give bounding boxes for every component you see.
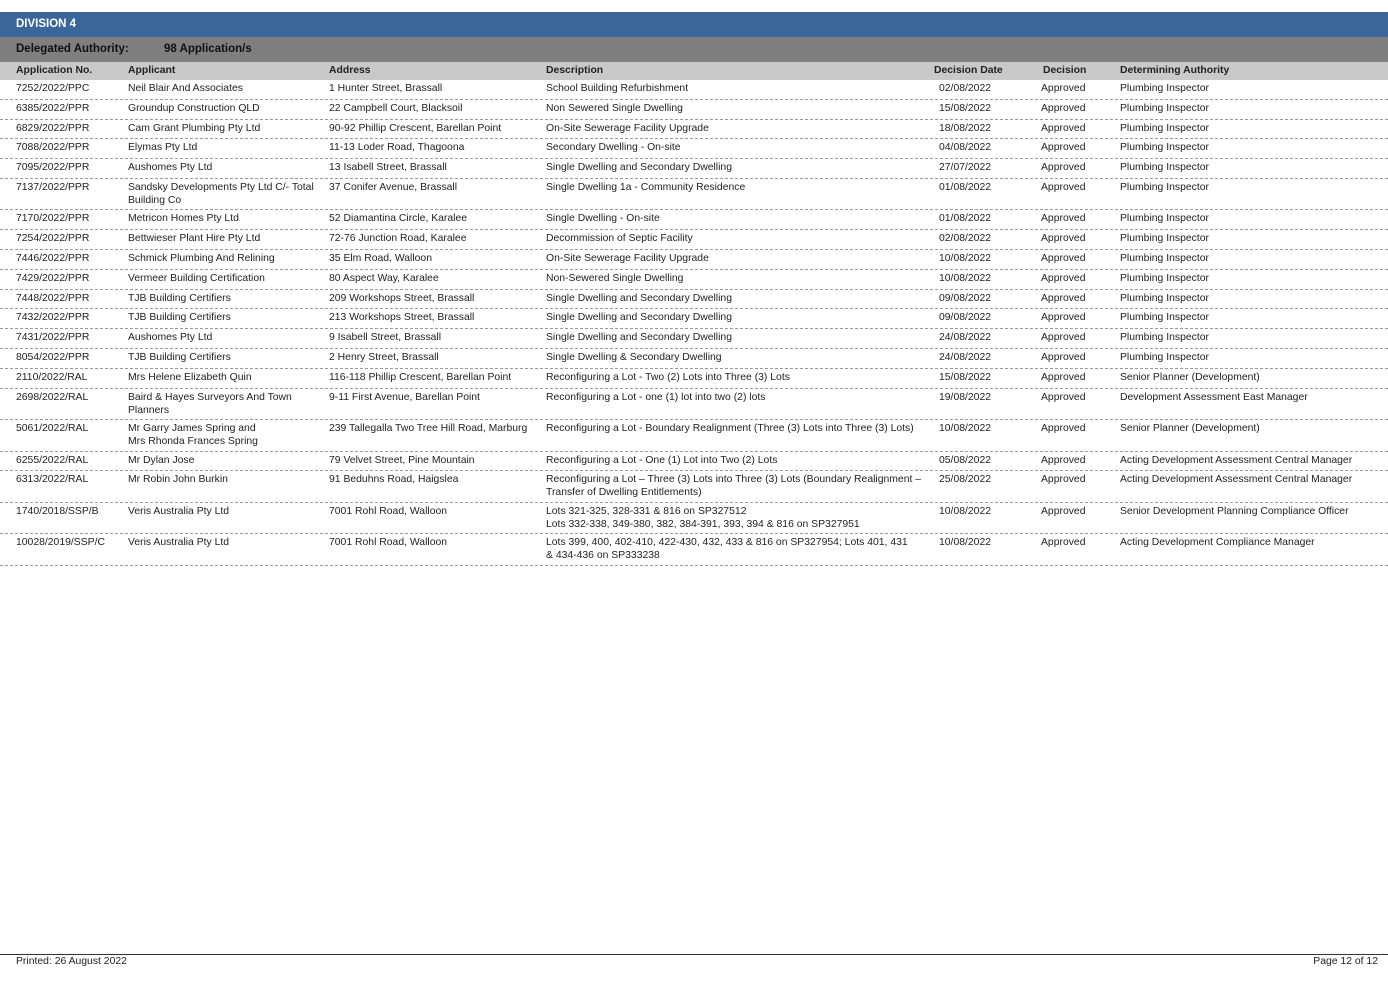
cell-decision: Approved [1041, 312, 1086, 324]
cell-address: 1 Hunter Street, Brassall [329, 83, 443, 94]
cell-decision: Approved [1041, 423, 1086, 435]
cell-determining-authority: Senior Planner (Development) [1120, 371, 1260, 383]
cell-determining-authority: Plumbing Inspector [1120, 332, 1209, 344]
cell-applicant: Elymas Pty Ltd [128, 142, 198, 154]
cell-decision-date: 01/08/2022 [939, 213, 992, 225]
cell-application-no: 7170/2022/PPR [16, 213, 90, 225]
cell-description: Single Dwelling & Secondary Dwelling [546, 352, 722, 364]
authority-count: 98 Application/s [164, 43, 252, 55]
cell-description: Reconfiguring a Lot – Three (3) Lots into Three (3) Lots (Boundary Realignment – Transfer of Dwelling Entitlements) [546, 474, 922, 499]
cell-application-no: 7446/2022/PPR [16, 253, 90, 265]
cell-applicant: Sandsky Developments Pty Ltd C/- Total Building Co [128, 181, 314, 206]
cell-decision-date: 09/08/2022 [939, 292, 992, 304]
cell-decision: Approved [1041, 371, 1086, 383]
cell-applicant: Vermeer Building Certification [128, 272, 265, 284]
cell-determining-authority: Plumbing Inspector [1120, 253, 1209, 265]
cell-determining-authority: Acting Development Assessment Central Manager [1120, 474, 1353, 486]
authority-label: Delegated Authority: [16, 43, 129, 55]
cell-address: 90-92 Phillip Crescent, Barellan Point [329, 122, 502, 134]
cell-description: Single Dwelling - On-site [546, 213, 660, 225]
cell-address: 22 Campbell Court, Blacksoil [329, 102, 463, 114]
cell-description: Lots 399, 400, 402-410, 422-430, 432, 433 & 816 on SP327954; Lots 401, 431 & 434-436 on SP333238 [546, 537, 908, 562]
cell-determining-authority: Plumbing Inspector [1120, 102, 1209, 114]
col-application-no: Application No. [16, 65, 93, 76]
cell-applicant: Veris Australia Pty Ltd [128, 505, 230, 517]
cell-application-no: 6313/2022/RAL [16, 474, 89, 486]
cell-decision: Approved [1041, 102, 1086, 114]
table-row [0, 210, 1388, 230]
cell-decision: Approved [1041, 122, 1086, 134]
table-row [0, 250, 1388, 270]
cell-decision-date: 02/08/2022 [939, 233, 992, 245]
col-decision-date: Decision Date [934, 65, 1003, 76]
cell-decision: Approved [1041, 253, 1086, 265]
table-row [0, 309, 1388, 329]
cell-application-no: 2110/2022/RAL [16, 371, 88, 383]
cell-decision-date: 19/08/2022 [939, 391, 992, 403]
table-row [0, 471, 1388, 503]
table-row [0, 139, 1388, 159]
cell-determining-authority: Development Assessment East Manager [1120, 391, 1308, 403]
cell-applicant: Aushomes Pty Ltd [128, 332, 213, 344]
cell-description: Non-Sewered Single Dwelling [546, 272, 684, 284]
col-determining-authority: Determining Authority [1120, 65, 1230, 76]
cell-application-no: 7137/2022/PPR [16, 181, 90, 193]
cell-applicant: TJB Building Certifiers [128, 352, 231, 364]
cell-decision: Approved [1041, 83, 1086, 94]
cell-address: 91 Beduhns Road, Haigslea [329, 474, 459, 486]
cell-determining-authority: Senior Planner (Development) [1120, 423, 1260, 435]
cell-description: Decommission of Septic Facility [546, 233, 693, 245]
col-applicant: Applicant [128, 65, 176, 76]
table-row [0, 80, 1388, 100]
cell-address: 7001 Rohl Road, Walloon [329, 505, 448, 517]
cell-applicant: Groundup Construction QLD [128, 102, 260, 114]
cell-description: Reconfiguring a Lot - Two (2) Lots into Three (3) Lots [546, 371, 790, 383]
cell-decision: Approved [1041, 181, 1086, 193]
cell-decision-date: 24/08/2022 [939, 352, 992, 364]
cell-application-no: 2698/2022/RAL [16, 391, 89, 403]
cell-description: On-Site Sewerage Facility Upgrade [546, 122, 709, 134]
table-row [0, 270, 1388, 290]
cell-decision-date: 15/08/2022 [939, 102, 992, 114]
table-row [0, 503, 1388, 535]
cell-determining-authority: Plumbing Inspector [1120, 312, 1209, 324]
column-header-row [0, 62, 1388, 80]
cell-description: Reconfiguring a Lot - Boundary Realignment (Three (3) Lots into Three (3) Lots) [546, 423, 914, 435]
cell-application-no: 6829/2022/PPR [16, 122, 90, 134]
table-row [0, 290, 1388, 310]
cell-address: 9 Isabell Street, Brassall [329, 332, 442, 344]
cell-determining-authority: Plumbing Inspector [1120, 162, 1209, 174]
cell-address: 213 Workshops Street, Brassall [329, 312, 475, 324]
cell-decision-date: 10/08/2022 [939, 537, 992, 549]
cell-decision: Approved [1041, 352, 1086, 364]
cell-description: Secondary Dwelling - On-site [546, 142, 681, 154]
cell-applicant: Metricon Homes Pty Ltd [128, 213, 239, 225]
authority-bar [0, 37, 1388, 62]
table-row [0, 349, 1388, 369]
cell-applicant: Mr Dylan Jose [128, 454, 195, 466]
cell-address: 72-76 Junction Road, Karalee [329, 233, 467, 245]
table-row [0, 452, 1388, 472]
cell-decision-date: 25/08/2022 [939, 474, 992, 486]
cell-application-no: 7254/2022/PPR [16, 233, 90, 245]
cell-address: 9-11 First Avenue, Barellan Point [329, 391, 480, 403]
cell-description: Single Dwelling and Secondary Dwelling [546, 312, 732, 324]
cell-application-no: 7432/2022/PPR [16, 312, 90, 324]
col-description: Description [546, 65, 604, 76]
cell-determining-authority: Plumbing Inspector [1120, 272, 1209, 284]
cell-determining-authority: Plumbing Inspector [1120, 83, 1209, 94]
table-row [0, 179, 1388, 211]
cell-application-no: 7429/2022/PPR [16, 272, 90, 284]
cell-decision: Approved [1041, 454, 1086, 466]
cell-applicant: Mr Robin John Burkin [128, 474, 228, 486]
cell-description: School Building Refurbishment [546, 83, 689, 94]
cell-applicant: TJB Building Certifiers [128, 312, 231, 324]
cell-address: 239 Tallegalla Two Tree Hill Road, Marburg [329, 423, 528, 435]
cell-determining-authority: Senior Development Planning Compliance Officer [1120, 505, 1349, 517]
cell-address: 52 Diamantina Circle, Karalee [329, 213, 468, 225]
cell-application-no: 8054/2022/PPR [16, 352, 90, 364]
applications-table [0, 80, 1388, 566]
cell-determining-authority: Plumbing Inspector [1120, 233, 1209, 245]
cell-description: Reconfiguring a Lot - One (1) Lot into Two (2) Lots [546, 454, 778, 466]
cell-decision-date: 10/08/2022 [939, 423, 992, 435]
cell-decision: Approved [1041, 292, 1086, 304]
table-row [0, 230, 1388, 250]
cell-applicant: Neil Blair And Associates [128, 83, 243, 94]
table-row [0, 100, 1388, 120]
cell-determining-authority: Plumbing Inspector [1120, 122, 1209, 134]
cell-decision-date: 18/08/2022 [939, 122, 992, 134]
cell-description: Single Dwelling and Secondary Dwelling [546, 162, 732, 174]
cell-decision-date: 27/07/2022 [939, 162, 992, 174]
table-row [0, 329, 1388, 349]
cell-decision-date: 02/08/2022 [939, 83, 992, 94]
cell-determining-authority: Plumbing Inspector [1120, 181, 1209, 193]
printed-date: Printed: 26 August 2022 [16, 956, 127, 967]
table-row [0, 389, 1388, 421]
cell-applicant: Mr Garry James Spring and Mrs Rhonda Frances Spring [128, 423, 258, 448]
cell-applicant: Bettwieser Plant Hire Pty Ltd [128, 233, 261, 245]
cell-determining-authority: Acting Development Compliance Manager [1120, 537, 1315, 549]
cell-application-no: 6255/2022/RAL [16, 454, 89, 466]
cell-decision-date: 24/08/2022 [939, 332, 992, 344]
cell-decision-date: 10/08/2022 [939, 505, 992, 517]
cell-description: Single Dwelling and Secondary Dwelling [546, 332, 732, 344]
cell-decision-date: 15/08/2022 [939, 371, 992, 383]
cell-address: 35 Elm Road, Walloon [329, 253, 432, 265]
cell-decision: Approved [1041, 332, 1086, 344]
cell-decision-date: 10/08/2022 [939, 253, 992, 265]
cell-decision: Approved [1041, 233, 1086, 245]
cell-address: 11-13 Loder Road, Thagoona [329, 142, 465, 154]
table-row [0, 369, 1388, 389]
cell-application-no: 7252/2022/PPC [16, 83, 90, 94]
col-decision: Decision [1043, 65, 1087, 76]
cell-applicant: Cam Grant Plumbing Pty Ltd [128, 122, 261, 134]
cell-applicant: Veris Australia Pty Ltd [128, 537, 230, 549]
cell-address: 13 Isabell Street, Brassall [329, 162, 447, 174]
table-row [0, 120, 1388, 140]
cell-decision: Approved [1041, 162, 1086, 174]
cell-decision: Approved [1041, 505, 1086, 517]
cell-applicant: TJB Building Certifiers [128, 292, 231, 304]
cell-applicant: Aushomes Pty Ltd [128, 162, 213, 174]
cell-description: On-Site Sewerage Facility Upgrade [546, 253, 709, 265]
cell-applicant: Baird & Hayes Surveyors And Town Planners [128, 391, 292, 416]
col-address: Address [329, 65, 371, 76]
cell-decision-date: 09/08/2022 [939, 312, 992, 324]
cell-decision-date: 04/08/2022 [939, 142, 992, 154]
cell-application-no: 7448/2022/PPR [16, 292, 90, 304]
cell-address: 37 Conifer Avenue, Brassall [329, 181, 458, 193]
cell-decision: Approved [1041, 272, 1086, 284]
cell-address: 80 Aspect Way, Karalee [329, 272, 439, 284]
table-row [0, 534, 1388, 566]
cell-application-no: 7095/2022/PPR [16, 162, 90, 174]
cell-determining-authority: Plumbing Inspector [1120, 352, 1209, 364]
cell-decision-date: 05/08/2022 [939, 454, 992, 466]
cell-decision-date: 01/08/2022 [939, 181, 992, 193]
cell-determining-authority: Plumbing Inspector [1120, 292, 1209, 304]
cell-address: 7001 Rohl Road, Walloon [329, 537, 448, 549]
table-row [0, 420, 1388, 452]
cell-application-no: 10028/2019/SSP/C [16, 537, 105, 549]
cell-determining-authority: Acting Development Assessment Central Manager [1120, 454, 1353, 466]
cell-application-no: 7088/2022/PPR [16, 142, 90, 154]
cell-decision: Approved [1041, 213, 1086, 225]
cell-decision: Approved [1041, 142, 1086, 154]
cell-description: Non Sewered Single Dwelling [546, 102, 683, 114]
division-header: DIVISION 4 [0, 12, 1388, 37]
cell-address: 209 Workshops Street, Brassall [329, 292, 475, 304]
cell-applicant: Mrs Helene Elizabeth Quin [128, 371, 252, 383]
cell-address: 2 Henry Street, Brassall [329, 352, 439, 364]
cell-application-no: 7431/2022/PPR [16, 332, 90, 344]
cell-address: 116-118 Phillip Crescent, Barellan Point [329, 371, 512, 383]
cell-address: 79 Velvet Street, Pine Mountain [329, 454, 475, 466]
cell-applicant: Schmick Plumbing And Relining [128, 253, 275, 265]
cell-decision-date: 10/08/2022 [939, 272, 992, 284]
footer-divider [0, 954, 1388, 955]
cell-application-no: 1740/2018/SSP/B [16, 505, 99, 517]
cell-decision: Approved [1041, 537, 1086, 549]
cell-description: Single Dwelling 1a - Community Residence [546, 181, 746, 193]
cell-application-no: 5061/2022/RAL [16, 423, 89, 435]
cell-decision: Approved [1041, 391, 1086, 403]
cell-application-no: 6385/2022/PPR [16, 102, 90, 114]
cell-determining-authority: Plumbing Inspector [1120, 213, 1209, 225]
page-number: Page 12 of 12 [1313, 956, 1378, 967]
cell-description: Lots 321-325, 328-331 & 816 on SP327512 Lots 332-338, 349-380, 382, 384-391, 393, 394 & 816 on SP327951 [546, 505, 860, 530]
cell-decision: Approved [1041, 474, 1086, 486]
table-row [0, 159, 1388, 179]
cell-description: Reconfiguring a Lot - one (1) lot into two (2) lots [546, 391, 766, 403]
cell-description: Single Dwelling and Secondary Dwelling [546, 292, 732, 304]
cell-determining-authority: Plumbing Inspector [1120, 142, 1209, 154]
